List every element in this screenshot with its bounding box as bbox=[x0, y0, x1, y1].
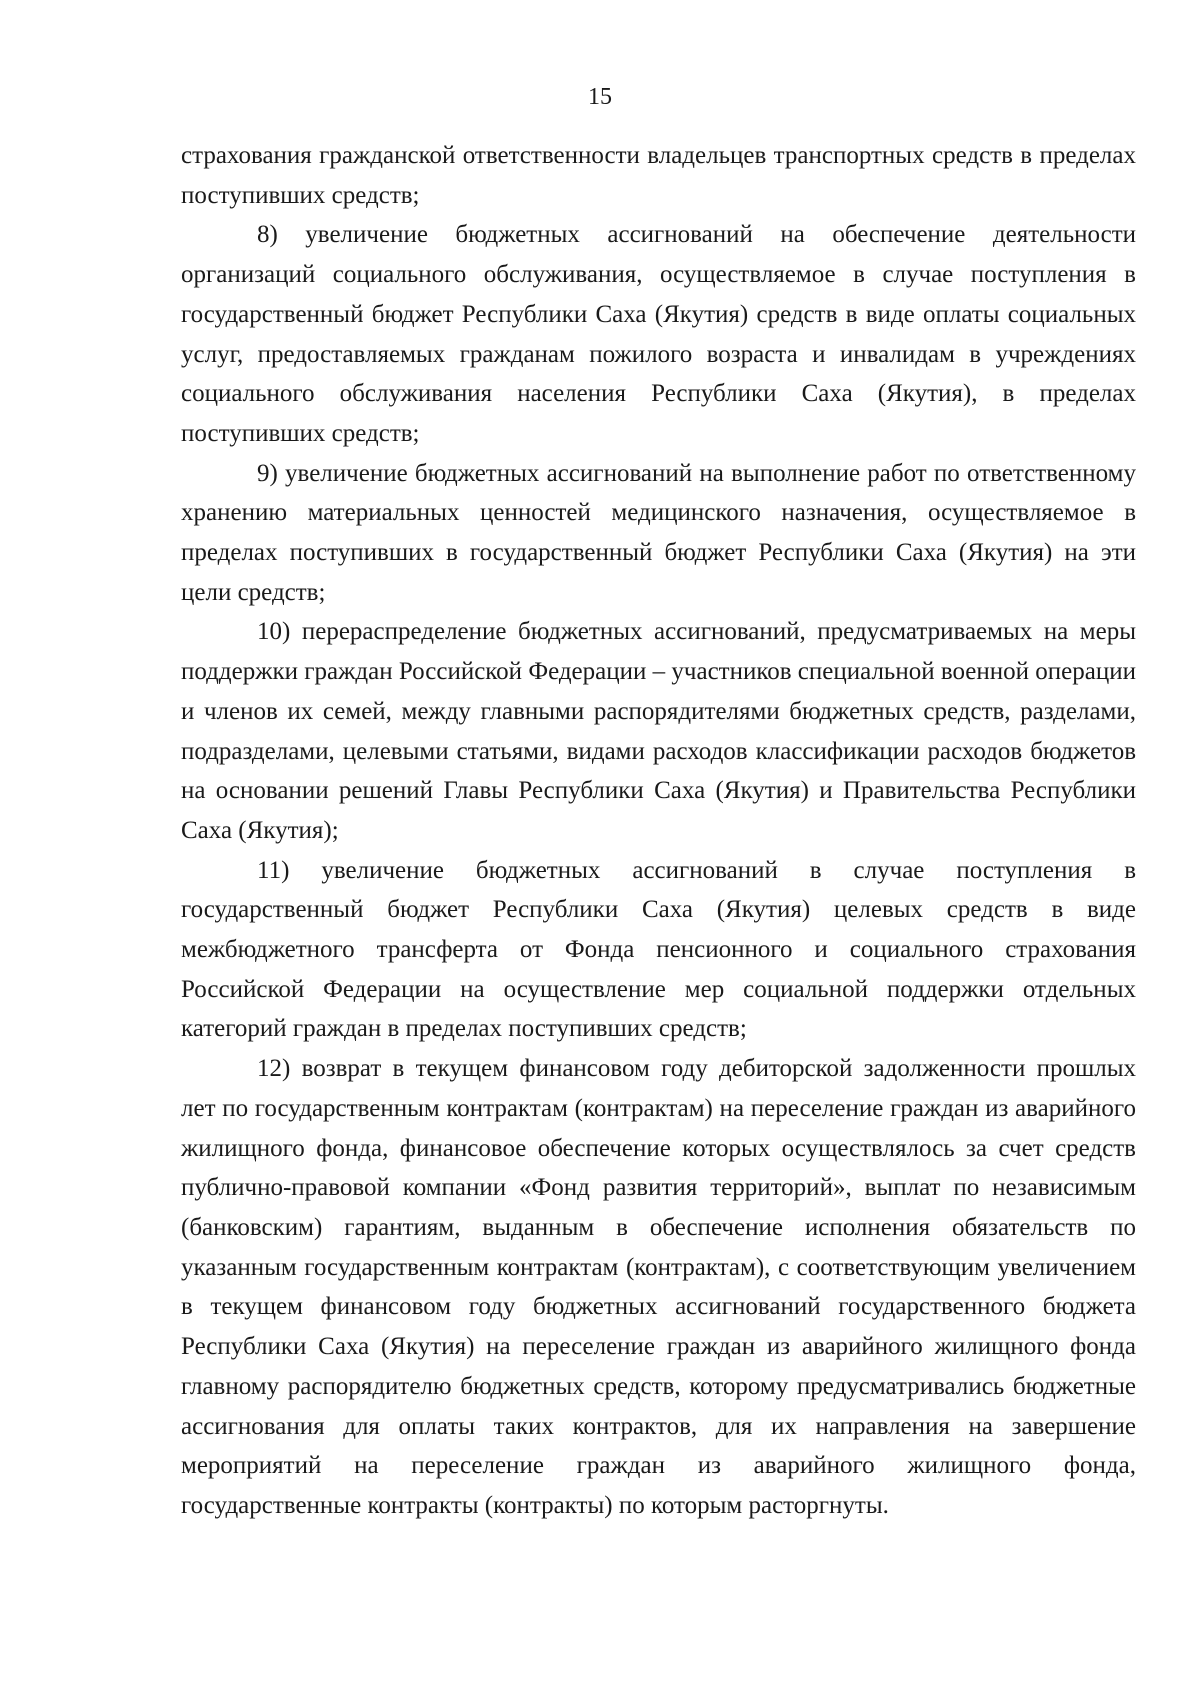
paragraph-item-8: 8) увеличение бюджетных ассигнований на обеспечение деятельности организаций социального обслуживания, осуществляемое в случае поступления в государственный бюджет Республики Саха (Якутия) средств в виде оплаты социальных услуг, предоставляемых гражданам пожилого возраста и инвалидам в учреждениях социального обслуживания населения Республики Саха (Якутия), в пределах поступивших средств; bbox=[181, 221, 1136, 447]
document-body bbox=[181, 136, 1136, 1526]
paragraph-item-12: 12) возврат в текущем финансовом году дебиторской задолженности прошлых лет по государственным контрактам (контрактам) на переселение граждан из аварийного жилищного фонда, финансовое обеспечение которых осуществлялось за счет средств публично-правовой компании «Фонд развития территорий», выплат по независимым (банковским) гарантиям, выданным в обеспечение исполнения обязательств по указанным государственным контрактам (контрактам), с соответствующим увеличением в текущем финансовом году бюджетных ассигнований государственного бюджета Республики Саха (Якутия) на переселение граждан из аварийного жилищного фонда главному распорядителю бюджетных средств, которому предусматривались бюджетные ассигнования для оплаты таких контрактов, для их направления на завершение мероприятий на переселение граждан из аварийного жилищного фонда, государственные контракты (контракты) по которым расторгнуты. bbox=[181, 1055, 1136, 1519]
paragraph-item-9: 9) увеличение бюджетных ассигнований на выполнение работ по ответственному хранению материальных ценностей медицинского назначения, осуществляемое в пределах поступивших в государственный бюджет Республики Саха (Якутия) на эти цели средств; bbox=[181, 459, 1136, 606]
paragraph-continuation: страхования гражданской ответственности владельцев транспортных средств в пределах поступивших средств; bbox=[181, 142, 1136, 209]
page-number: 15 bbox=[588, 84, 612, 110]
paragraph-item-10: 10) перераспределение бюджетных ассигнований, предусматриваемых на меры поддержки граждан Российской Федерации – участников специальной военной операции и членов их семей, между главными распорядителями бюджетных средств, разделами, подразделами, целевыми статьями, видами расходов классификации расходов бюджетов на основании решений Главы Республики Саха (Якутия) и Правительства Республики Саха (Якутия); bbox=[181, 618, 1136, 844]
paragraph-item-11: 11) увеличение бюджетных ассигнований в случае поступления в государственный бюджет Республики Саха (Якутия) целевых средств в виде межбюджетного трансферта от Фонда пенсионного и социального страхования Российской Федерации на осуществление мер социальной поддержки отдельных категорий граждан в пределах поступивших средств; bbox=[181, 856, 1136, 1043]
